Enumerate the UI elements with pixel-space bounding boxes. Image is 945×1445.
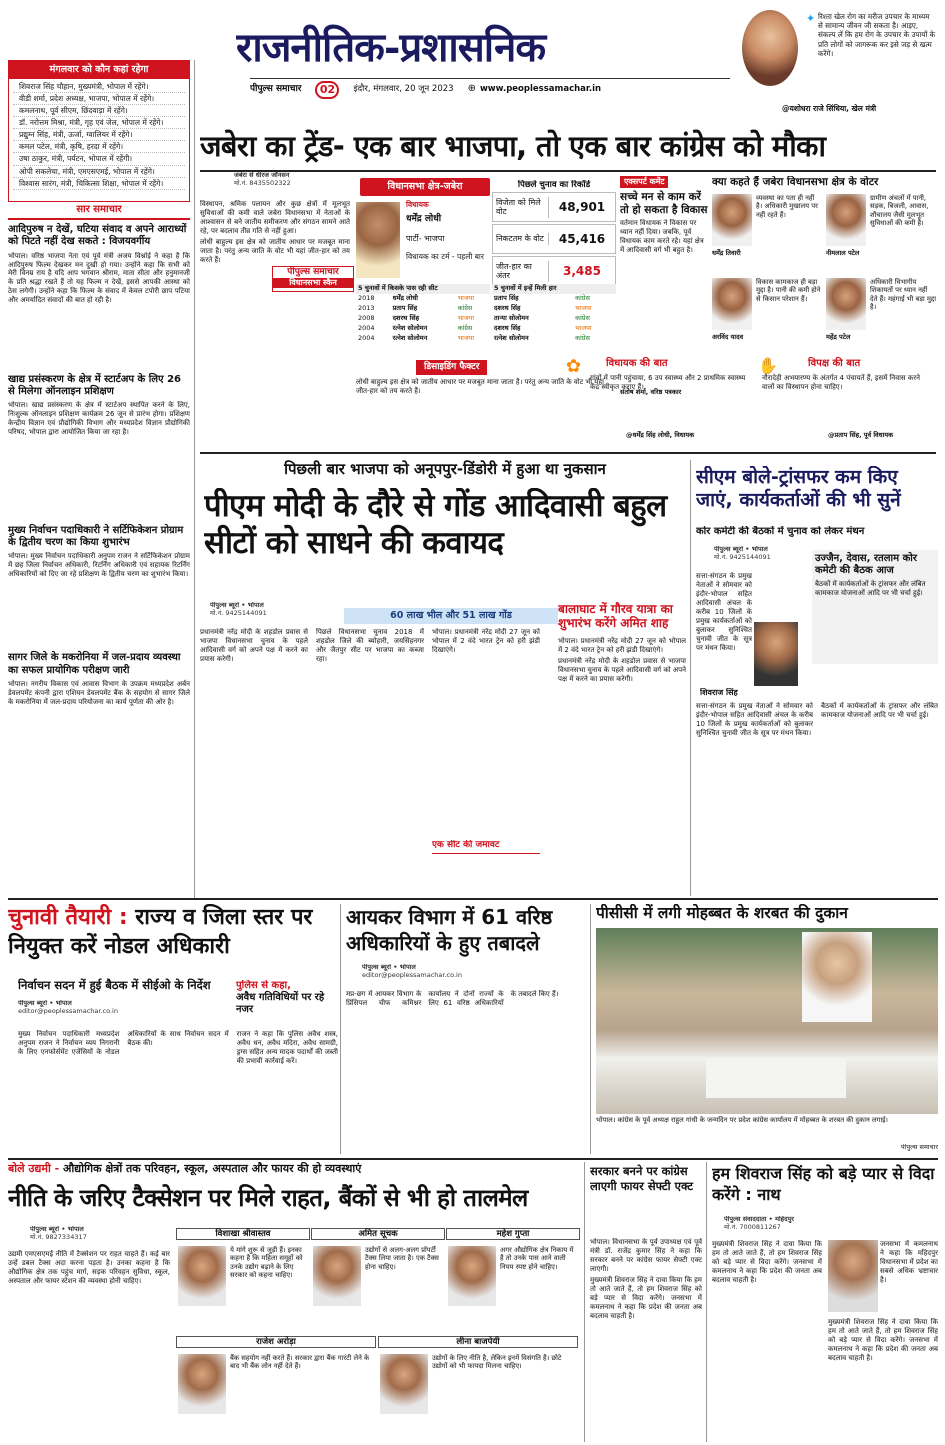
fire-headline: सरकार बनने पर कांग्रेस लाएगी फायर सेफ्टी एक्ट xyxy=(590,1164,694,1193)
voter-quote: ग्रामीण अंचलों में पानी, सड़क, बिजली, आवास, शौचालय जैसी मूलभूत सुविधाओं की कमी है। xyxy=(870,194,929,228)
cm-box-head: उज्जैन, देवास, रतलाम कोर कमेटी की बैठक आज xyxy=(815,553,917,576)
pcc-photo xyxy=(596,928,938,1114)
opp-talk-name: @प्रताप सिंह, पूर्व विधायक xyxy=(828,431,894,439)
person-photo xyxy=(178,1246,226,1306)
modi-body xyxy=(200,628,540,894)
expert-name: संतोष शर्मा, वरिष्ठ पत्रकार xyxy=(620,388,682,397)
poster-figure xyxy=(802,932,872,1022)
record-label: विजेता को मिले वोट xyxy=(493,197,549,219)
byline: पीपुल्स ब्यूरो • भोपाल xyxy=(210,602,264,609)
record-label: निकटतम के वोट xyxy=(493,233,549,245)
who-where-item: कमल पटेल, मंत्री, कृषि, हरदा में रहेंगे। xyxy=(13,141,185,153)
modi-kicker: पिछली बार भाजपा को अनूपपुर-डिंडोरी में हुआ था नुकसान xyxy=(284,460,606,478)
story-body-cont: प्रधानमंत्री नरेंद्र मोदी के शहडोल प्रवास से भाजपा विधानसभा चुनाव के पहले आदिवासी वर्ग को अपने पक्ष में करने का प्रयास करेगी। xyxy=(558,656,686,683)
record-value: 48,901 xyxy=(558,200,606,215)
masthead-strip xyxy=(250,78,730,100)
voter-name: नीमलाल पटेल xyxy=(826,249,860,257)
result-name: दशरथ सिंह xyxy=(494,323,521,332)
nodal-kicker: चुनावी तैयारी : xyxy=(8,905,128,930)
voters-title: क्या कहते हैं जबेरा विधानसभा क्षेत्र के वोटर xyxy=(712,176,879,188)
phone: मो.नं. 7000811267 xyxy=(724,1222,781,1231)
result-row xyxy=(492,324,616,334)
story-body-cont: पिछले विधानसभा चुनाव 2018 में शहडोल जिले की ब्योहारी, जयसिंहनगर और जैतपुर सीट पर भाजपा का कब्जा रहा। xyxy=(316,628,424,663)
result-row xyxy=(356,324,490,334)
person-name: लीना बाजपेयी xyxy=(378,1336,578,1348)
story-headline: खाद्य प्रसंस्करण के क्षेत्र में स्टार्टअप के लिए 26 से मिलेगा ऑनलाइन प्रशिक्षण xyxy=(8,373,181,397)
policy-body xyxy=(8,1250,170,1440)
result-party: भाजपा xyxy=(457,333,475,342)
kicker: विधानसभा क्षेत्र-जबेरा xyxy=(360,178,490,196)
mla-talk-name: @धर्मेंद्र सिंह लोधी, विधायक xyxy=(626,431,695,439)
jabera-byline xyxy=(234,172,354,196)
page-number: 02 xyxy=(315,81,339,99)
record-label: जीत-हार का अंतर xyxy=(493,261,549,283)
phone: मो.नं. 8435502322 xyxy=(234,178,291,187)
tax-body xyxy=(346,990,586,1152)
person-quote: अगर औद्योगिक क्षेत्र निकाय में है तो उनके पास आने वाली नियम स्पष्ट होने चाहिए। xyxy=(500,1246,574,1271)
record-row xyxy=(492,224,616,254)
cm-body xyxy=(696,572,752,688)
byline: पीपुल्स ब्यूरो • भोपाल xyxy=(714,546,768,553)
who-where-list xyxy=(9,79,189,192)
sub-head: एक सीट की जमावट xyxy=(432,840,540,854)
result-row xyxy=(492,304,616,314)
record-value: 3,485 xyxy=(563,264,601,279)
who-where-item: उषा ठाकुर, मंत्री, पर्यटन, भोपाल में रहेंगी। xyxy=(13,153,185,165)
story-body: भोपाल। विधानसभा के पूर्व उपाध्यक्ष एवं पूर्व मंत्री डॉ. राजेंद्र कुमार सिंह ने कहा कि सरकार बनने पर कांग्रेस फायर सेफ्टी एक्ट लाएगी। xyxy=(590,1238,702,1273)
counter-table xyxy=(706,1058,846,1098)
story-body: भोपाल। प्रधानमंत्री नरेंद्र मोदी 27 जून को भोपाल में 2 वंदे भारत ट्रेन को हरी झंडी दिखाएंगे। xyxy=(558,636,686,654)
policy-kicker: बोले उद्यमी - xyxy=(8,1162,60,1175)
jabera-body xyxy=(200,200,350,440)
phone: मो.नं. 9425144091 xyxy=(210,608,267,617)
result-name: दशरथ सिंह xyxy=(494,303,521,312)
mla-name: धर्मेंद्र लोधी xyxy=(406,214,442,224)
dateline: इंदौर, मंगलवार, 20 जून 2023 xyxy=(353,84,454,95)
person-name: महेश गुप्ता xyxy=(446,1228,580,1240)
result-year: 2008 xyxy=(358,313,375,322)
who-where-box xyxy=(8,60,190,202)
story-body-cont: मुख्यमंत्री शिवराज सिंह ने दावा किया कि हम तो आते जाते हैं, तो हम शिवराज सिंह को बड़े प्यार से विदा करेंगे। जनसभा में कमलनाथ ने कहा कि प्रदेश की जनता अब बदलाव चाहती है। xyxy=(590,1275,702,1320)
scan-label: विधानसभा स्कैन xyxy=(273,278,353,288)
tweet-text: रिश्ता खेल रोग का मरीज उपचार के माध्यम से सामान्य जीवन जी सकता है। आइए, संकल्प लें कि हम रोग के उपचार के उपायों के प्रति लोगों को जागरूक कर इसे जड़ से खत्म करेंगे। xyxy=(818,12,936,58)
scan-brand: पीपुल्स समाचार xyxy=(287,267,339,277)
mla-card xyxy=(356,200,488,286)
scan-badge xyxy=(272,266,354,292)
mla-talk-body: गांवों में पानी पहुंचाया, 6 उप स्वास्थ्य और 2 प्राथमिक स्वास्थ्य केंद्र स्वीकृत कराए हैं। xyxy=(590,374,746,391)
tweet-author: @यशोधरा राजे सिंधिया, खेल मंत्री xyxy=(782,104,877,113)
voter-photo xyxy=(712,278,752,330)
pcc-caption: भोपाल। कांग्रेस के पूर्व अध्यक्ष राहुल गांधी के जन्मदिन पर प्रदेश कांग्रेस कार्यालय में मोहब्बत के शरबत की दुकान लगाई। xyxy=(596,1116,888,1124)
opp-talk-box xyxy=(758,356,938,446)
result-party: कांग्रेस xyxy=(575,333,590,342)
jabera-headline: जबेरा का ट्रेंड- एक बार भाजपा, तो एक बार कांग्रेस को मौका xyxy=(200,129,826,163)
pcc-credit: पीपुल्स समाचार xyxy=(901,1144,938,1151)
email: editor@peoplessamachar.co.in xyxy=(18,1006,118,1015)
result-row xyxy=(356,304,490,314)
voter-name: अरविंद यादव xyxy=(712,333,744,341)
voter-card xyxy=(826,278,936,358)
runners-title: 5 चुनावों में इन्हें मिली हार xyxy=(492,284,616,294)
amitshah-box xyxy=(558,602,686,896)
police-box xyxy=(236,980,336,1030)
result-name: रत्नेश सोलोमन xyxy=(392,323,428,332)
result-name: रत्नेश सोलोमन xyxy=(494,333,529,342)
record-value: 45,416 xyxy=(558,232,606,247)
story-body: सत्ता-संगठन के प्रमुख नेताओं ने सोमवार को इंदौर-भोपाल सहित आदिवासी अंचल के करीब 10 जिलों के प्रमुख कार्यकर्ताओं को बुलाकर सुनिश्चित चुनावी जीत के सूत्र पर मंथन किया। xyxy=(696,572,752,652)
story-headline: आदिपुरुष न देखें, घटिया संवाद व अपने आराध्यों को पिटते नहीं देख सकते : विजयवर्गीय xyxy=(8,224,187,248)
cm-photo-caption: शिवराज सिंह xyxy=(700,688,738,697)
who-where-item: विश्वास सारंग, मंत्री, चिकित्सा शिक्षा, भोपाल में रहेंगे। xyxy=(13,178,185,190)
result-party: भाजपा xyxy=(575,303,592,312)
story-body: मप्र-छग में आयकर विभाग के प्रिंसिपल चीफ कमिश्नर कार्यालय ने दोनों राज्यों के लिए 61 वरिष्ठ अधिकारियों के तबादले किए हैं। xyxy=(346,990,559,1007)
person-card xyxy=(176,1336,376,1440)
result-party: कांग्रेस xyxy=(575,313,590,322)
result-party: भाजपा xyxy=(457,293,475,302)
expert-label: एक्सपर्ट कमेंट xyxy=(620,176,668,188)
tweet-box xyxy=(742,10,938,118)
story-body: मुख्य निर्वाचन पदाधिकारी मध्यप्रदेश अनुपम राजन ने निर्वाचन व्यय निगरानी के लिए एनफोर्समेंट एजेंसियों के नोडल अधिकारियों के साथ निर्वाचन सदन में बैठक की। xyxy=(18,1030,229,1056)
lotus-icon: ✿ xyxy=(566,356,582,377)
story-body-cont: मुख्यमंत्री शिवराज सिंह ने दावा किया कि हम तो आते जाते हैं, तो हम शिवराज सिंह को बड़े प्यार से विदा करेंगे। जनसभा में कमलनाथ ने कहा कि प्रदेश की जनता अब बदलाव चाहती है। xyxy=(828,1318,938,1362)
story-body: भोपाल। मुख्य निर्वाचन पदाधिकारी अनुपम राजन ने सर्टिफिकेशन प्रोग्राम में छह जिला निर्वाचन अधिकारी, रिटर्निंग अधिकारी एवं सहायक रिटर्निंग अधिकारियों को दिए जा रहे प्रशिक्षण के द्वितीय चरण का शुभारंभ किया। xyxy=(8,552,190,579)
result-name: रत्नेश सोलोमन xyxy=(392,333,428,342)
nodal-headline xyxy=(8,904,336,976)
result-name: प्रताप सिंह xyxy=(392,303,418,312)
person-card xyxy=(311,1228,445,1332)
modi-byline xyxy=(210,602,340,624)
byline: पीपुल्स ब्यूरो • भोपाल xyxy=(18,1000,72,1007)
modi-headline: पीएम मोदी के दौरे से गोंड आदिवासी बहुल सीटों को साधने की कवायद xyxy=(204,488,667,562)
runners-table xyxy=(492,294,616,344)
tax-byline xyxy=(362,964,472,986)
voter-name: धर्मेंद्र तिवारी xyxy=(712,249,741,257)
story-body: भोपाल। खाद्य प्रसंस्करण के क्षेत्र में स्टार्टअप स्थापित करने के लिए, निःशुल्क ऑनलाइन प्रशिक्षण कार्यक्रम 26 जून से प्रारंभ होगा। प्रशिक्षण केन्द्रीय विज्ञान एवं प्रौद्योगिकी विभाग और मध्यप्रदेश विज्ञान प्रौद्योगिकी परिषद, भोपाल द्वारा आयोजित किया जा रहा है। xyxy=(8,400,190,436)
byline: पीपुल्स संवाददाता • महिदपुर xyxy=(724,1216,794,1223)
story-body: प्रधानमंत्री नरेंद्र मोदी के शहडोल प्रवास से भाजपा विधानसभा चुनाव के पहले आदिवासी वर्ग को अपने पक्ष में करने का प्रयास करेगी। xyxy=(200,628,308,663)
cm-photo xyxy=(754,622,798,686)
mla-party: पार्टी- भाजपा xyxy=(406,234,445,243)
who-where-item: डॉ. नरोत्तम मिश्रा, मंत्री, गृह एवं जेल, भोपाल में रहेंगे। xyxy=(13,117,185,129)
person-quote: उद्योगों से अलग-अलग प्रॉपर्टी टैक्स लिया जाता है। एक टैक्स होना चाहिए। xyxy=(365,1246,439,1271)
who-where-title: मंगलवार को कौन कहां रहेगा xyxy=(9,61,189,79)
nath-body xyxy=(712,1240,822,1442)
deciding-label: डिसाइडिंग फैक्टर xyxy=(416,360,487,375)
voter-quote: व्यवस्था का पता ही नहीं है। अधिकारी मुखालय पर नहीं रहते हैं। xyxy=(756,194,818,219)
story-headline: मुख्य निर्वाचन पदाधिकारी ने सर्टिफिकेशन प्रोग्राम के द्वितीय चरण का किया शुभारंभ xyxy=(8,524,184,549)
result-year: 2013 xyxy=(358,303,375,312)
phone: मो.नं. 9425144091 xyxy=(714,552,771,561)
result-row xyxy=(356,314,490,324)
who-where-item: कमलनाथ, पूर्व सीएम, छिंदवाड़ा में रहेंगे। xyxy=(13,105,185,117)
result-name: धर्मेंद्र लोधी xyxy=(392,293,418,302)
person-name: राजेश अरोड़ा xyxy=(176,1336,376,1348)
voter-photo xyxy=(826,194,866,246)
result-row xyxy=(356,334,490,344)
voter-name: महेंद्र पटेल xyxy=(826,333,851,341)
result-name: प्रताप सिंह xyxy=(494,293,519,302)
person-card xyxy=(446,1228,580,1332)
nodal-sub: निर्वाचन सदन में हुई बैठक में सीईओ के निर्देश xyxy=(18,978,211,992)
who-where-item: प्रद्युम्न सिंह, मंत्री, ऊर्जा, ग्वालियर में रहेंगे। xyxy=(13,129,185,141)
person-card xyxy=(378,1336,578,1440)
story-body: भोपाल। नगरीय विकास एवं आवास विभाग के उपक्रम मध्यप्रदेश अर्बन डेवलपमेंट कंपनी द्वारा एशियन डेवलपमेंट बैंक के सहयोग से सागर जिले के मकरोनिया में जल-प्रदाय परियोजना का कार्य पूर्णता की ओर है। xyxy=(8,679,190,706)
policy-kicker-row xyxy=(8,1162,580,1180)
minister-photo xyxy=(742,10,798,86)
story-body: सत्ता-संगठन के प्रमुख नेताओं ने सोमवार को इंदौर-भोपाल सहित आदिवासी अंचल के करीब 10 जिलों के प्रमुख कार्यकर्ताओं को बुलाकर सुनिश्चित चुनावी जीत के सूत्र पर मंथन किया। xyxy=(696,702,813,737)
voter-photo xyxy=(826,278,866,330)
runners-box xyxy=(492,284,616,358)
policy-people xyxy=(176,1228,580,1440)
tint-strip: 60 लाख भील और 51 लाख गोंड xyxy=(344,608,558,624)
pcc-headline: पीसीसी में लगी मोहब्बत के शरबत की दुकान xyxy=(596,904,848,922)
person-quote: बैंक सहयोग नहीं करते हैं। सरकार द्वारा बैंक गारंटी लेने के बाद भी बैंक लोन नहीं देते हैं। xyxy=(230,1354,370,1371)
result-party: कांग्रेस xyxy=(457,303,473,312)
website: www.peoplessamachar.in xyxy=(479,84,602,95)
voter-card xyxy=(712,194,822,274)
story-body-cont: लोधी बाहुल्य इस क्षेत्र को जातीय आधार पर मजबूत माना जाता है। परंतु अन्य जाति के वोट भी यहां जीत-हार को तय करते हैं। xyxy=(200,237,350,264)
cm-box xyxy=(812,550,938,664)
result-party: भाजपा xyxy=(575,323,592,332)
story-headline: सागर जिले के मकरोनिया में जल-प्रदाय व्यवस्था का सफल प्रायोगिक परीक्षण जारी xyxy=(8,652,181,676)
record-box xyxy=(492,180,616,284)
byline: जबेरा से धीरज जॉनसन xyxy=(234,172,290,179)
result-name: तान्या सोलोमन xyxy=(494,313,529,322)
expert-body: वर्तमान विधायक ने विकास पर ध्यान नहीं दिया। जबकि, पूर्व विधायक काम करते रहे। यहां क्षेत्र में आदिवासी वर्ग भी बहुत है। xyxy=(620,219,704,254)
story-body: विस्थापन, श्रमिक पलायन और कुछ क्षेत्रों में मूलभूत सुविधाओं की कमी वाले जबेरा विधानसभा में नेताओं के आश्वासन से बने जातीय समीकरण और संगठन सामने आते रहे, पर बदलाव तीव्र गति से नहीं हुआ। xyxy=(200,200,350,235)
result-row xyxy=(492,334,616,344)
result-party: कांग्रेस xyxy=(457,323,473,332)
story-body-cont: बैठकों में कार्यकर्ताओं के ट्रांसफर और लंबित कामकाज योजनाओं आदि पर भी चर्चा हुई। xyxy=(821,702,938,719)
mla-talk-label: विधायक की बात xyxy=(606,358,668,369)
story-body: भोपाल। वरिष्ठ भाजपा नेता एवं पूर्व मंत्री अजय विश्नोई ने कहा है कि आदिपुरुष फिल्म देखकर मन दुखी हो गया। उन्होंने कहा कि सभी को मेरी विनम्र राय है यदि आप भगवान श्रीराम, माता सीता और हनुमानजी के प्रति श्रद्धा रखते हैं तो यह फिल्म न देखें, इससे आपकी आस्था को ठेस लगेगी। उन्होंने कहा कि फिल्म के संवाद में केवल टपोरी छाप पटिया और अमर्यादित संवादों की बात हो रही है। xyxy=(8,251,190,305)
deciding-body: लोधी बाहुल्य इस क्षेत्र को जातीय आधार पर मजबूत माना जाता है। परंतु अन्य जाति के वोट भी यहां जीत-हार को तय करते हैं। xyxy=(356,377,604,395)
story-body: मुख्यमंत्री शिवराज सिंह ने दावा किया कि हम तो आते जाते हैं, तो हम शिवराज सिंह को बड़े प्यार से विदा करेंगे। जनसभा में कमलनाथ ने कहा कि प्रदेश की जनता अब बदलाव चाहती है। xyxy=(712,1240,822,1284)
story-body-cont: राजन ने कहा कि पुलिस अवैध शस्त्र, अवैध धन, अवैध मदिरा, अवैध सामग्री, ड्रग्स सहित अन्य मादक पदार्थों की जब्ती की प्रभावी कार्रवाई करें। xyxy=(236,1030,338,1065)
policy-headline: नीति के जरिए टैक्सेशन पर मिले राहत, बैंकों से भी हो तालमेल xyxy=(8,1184,528,1212)
winners-title: 5 चुनावों में किसके पास रही सीट xyxy=(356,284,490,294)
result-party: भाजपा xyxy=(457,313,475,322)
result-year: 2018 xyxy=(358,293,375,302)
cm-sub: कोर कमेटी की बैठकों में चुनाव को लेकर मंथन xyxy=(696,526,865,537)
opp-talk-label: विपक्ष की बात xyxy=(808,358,861,369)
record-row xyxy=(492,192,616,222)
person-name: विशाखा श्रीवास्तव xyxy=(176,1228,310,1240)
who-where-item: वीडी शर्मा, प्रदेश अध्यक्ष, भाजपा, भोपाल में रहेंगे। xyxy=(13,93,185,105)
result-year: 2004 xyxy=(358,323,375,332)
person-photo xyxy=(313,1246,361,1306)
who-where-item: ओपी सकलेचा, मंत्री, एमएसएमई, भोपाल में रहेंगे। xyxy=(13,166,185,178)
result-name: दशरथ सिंह xyxy=(392,313,420,322)
section-label: सार समाचार xyxy=(8,204,190,220)
page-title: राजनीतिक-प्रशासनिक xyxy=(236,24,546,71)
winners-table xyxy=(356,294,490,344)
person-photo xyxy=(380,1354,428,1414)
email: editor@peoplessamachar.co.in xyxy=(362,970,462,979)
police-head: अवैध गतिविधियों पर रहे नजर xyxy=(236,992,325,1016)
twitter-icon: ✦ xyxy=(806,12,816,25)
byline: पीपुल्स ब्यूरो • भोपाल xyxy=(362,964,416,971)
result-row xyxy=(492,294,616,304)
record-title: पिछले चुनाव का रिकॉर्ड xyxy=(517,180,591,190)
policy-kicker2: औद्योगिक क्षेत्रों तक परिवहन, स्कूल, अस्पताल और फायर की हो व्यवस्थाएं xyxy=(63,1162,362,1175)
record-rows xyxy=(492,192,616,284)
person-quote: उद्योगों के लिए नीति है, लेकिन इनमें विसंगति है। छोटे उद्योगों को भी फायदा मिलना चाहिए। xyxy=(432,1354,562,1371)
person-name: अमित सूचक xyxy=(311,1228,445,1240)
winners-box xyxy=(356,284,490,358)
cm-body-lower xyxy=(696,702,938,894)
cm-headline: सीएम बोले-ट्रांसफर कम किए जाएं, कार्यकर्ताओं की भी सुनें xyxy=(696,466,901,512)
brand: पीपुल्स समाचार xyxy=(250,84,302,95)
story-body: उद्यमी एमएसएमई नीति में टैक्सेशन पर राहत चाहते हैं। कई बार उन्हें डबल टैक्स अदा करना पड़ता है। उनका कहना है कि औद्योगिक क्षेत्र तक पहुंच मार्ग, सड़क परिवहन सुविधा, स्कूल, अस्पताल और फायर स्टेशन की व्यवस्था होनी चाहिए। xyxy=(8,1250,170,1285)
left-column xyxy=(8,204,190,890)
person-photo xyxy=(178,1354,226,1414)
amitshah-headline: बालाघाट में गौरव यात्रा का शुभारंभ करेंगे अमित शाह xyxy=(558,602,673,631)
story-body-cont: भोपाल। प्रधानमंत्री नरेंद्र मोदी 27 जून को भोपाल में 2 वंदे भारत ट्रेन को हरी झंडी दिखाएंगे। xyxy=(432,628,540,654)
nath-body-lower xyxy=(828,1318,938,1442)
nodal-body xyxy=(18,1030,338,1152)
fire-body xyxy=(590,1238,702,1442)
person-quote: ये मांगे शुरू से जुड़ी हैं। इनका कहना है कि महिला समूहों को उनके उद्योग बढ़ाने के लिए सरकार को कहना चाहिए। xyxy=(230,1246,303,1280)
opp-talk-body: नौरादेही अभयारण्य के अंतर्गत 4 पंचायतें हैं, इसमें निवास करने वालों का विस्थापन होना चाहिए। xyxy=(762,374,920,391)
expert-quote: सच्चे मन से काम करें तो हो सकता है विकास xyxy=(620,190,708,216)
result-row xyxy=(356,294,490,304)
voter-photo xyxy=(712,194,752,246)
voter-quote: विकास कामकाज ही बड़ा मुद्दा है। पानी की कमी होने से किसान परेशान हैं। xyxy=(756,278,821,303)
voter-card xyxy=(712,278,822,358)
police-label: पुलिस से कहा, xyxy=(236,980,291,991)
result-party: कांग्रेस xyxy=(575,293,590,302)
hand-icon: ✋ xyxy=(758,356,778,375)
policy-byline xyxy=(30,1226,140,1248)
result-row xyxy=(492,314,616,324)
who-where-item: शिवराज सिंह चौहान, मुख्यमंत्री, भोपाल में रहेंगे। xyxy=(13,81,185,93)
nodal-title: राज्य व जिला स्तर पर नियुक्त करें नोडल अधिकारी xyxy=(8,905,313,959)
person-photo xyxy=(448,1246,496,1306)
globe-icon: ⊕ xyxy=(467,83,476,95)
mla-label: विधायक xyxy=(406,200,429,209)
result-year: 2004 xyxy=(358,333,375,342)
person-card xyxy=(176,1228,310,1332)
tax-headline: आयकर विभाग में 61 वरिष्ठ अधिकारियों के हुए तबादले xyxy=(346,905,553,955)
phone: मो.नं. 9827334317 xyxy=(30,1232,87,1241)
mla-talk-box xyxy=(566,356,756,446)
nodal-byline xyxy=(18,1000,128,1022)
cm-box-body: बैठकों में कार्यकर्ताओं के ट्रांसफर और लंबित कामकाज योजनाओं आदि पर भी चर्चा हुई। xyxy=(815,580,926,597)
record-row xyxy=(492,256,616,284)
voter-card xyxy=(826,194,936,274)
voter-quote: अधिकारी विभागीय शिकायतों पर ध्यान नहीं देते हैं। महंगाई भी बड़ा मुद्दा है। xyxy=(870,278,936,312)
nath-photo xyxy=(828,1240,878,1312)
byline: पीपुल्स ब्यूरो • भोपाल xyxy=(30,1226,84,1233)
nath-byline xyxy=(724,1216,834,1238)
mla-term: विधायक का टर्म - पहली बार xyxy=(406,252,484,261)
story-body: जनसभा में कमलनाथ ने कहा कि महिदपुर विधानसभा में प्रदेश का सबसे अधिक भ्रष्टाचार है। xyxy=(880,1240,938,1284)
mla-photo xyxy=(356,202,400,278)
nath-headline: हम शिवराज सिंह को बड़े प्यार से विदा करेंगे : नाथ xyxy=(712,1164,935,1204)
